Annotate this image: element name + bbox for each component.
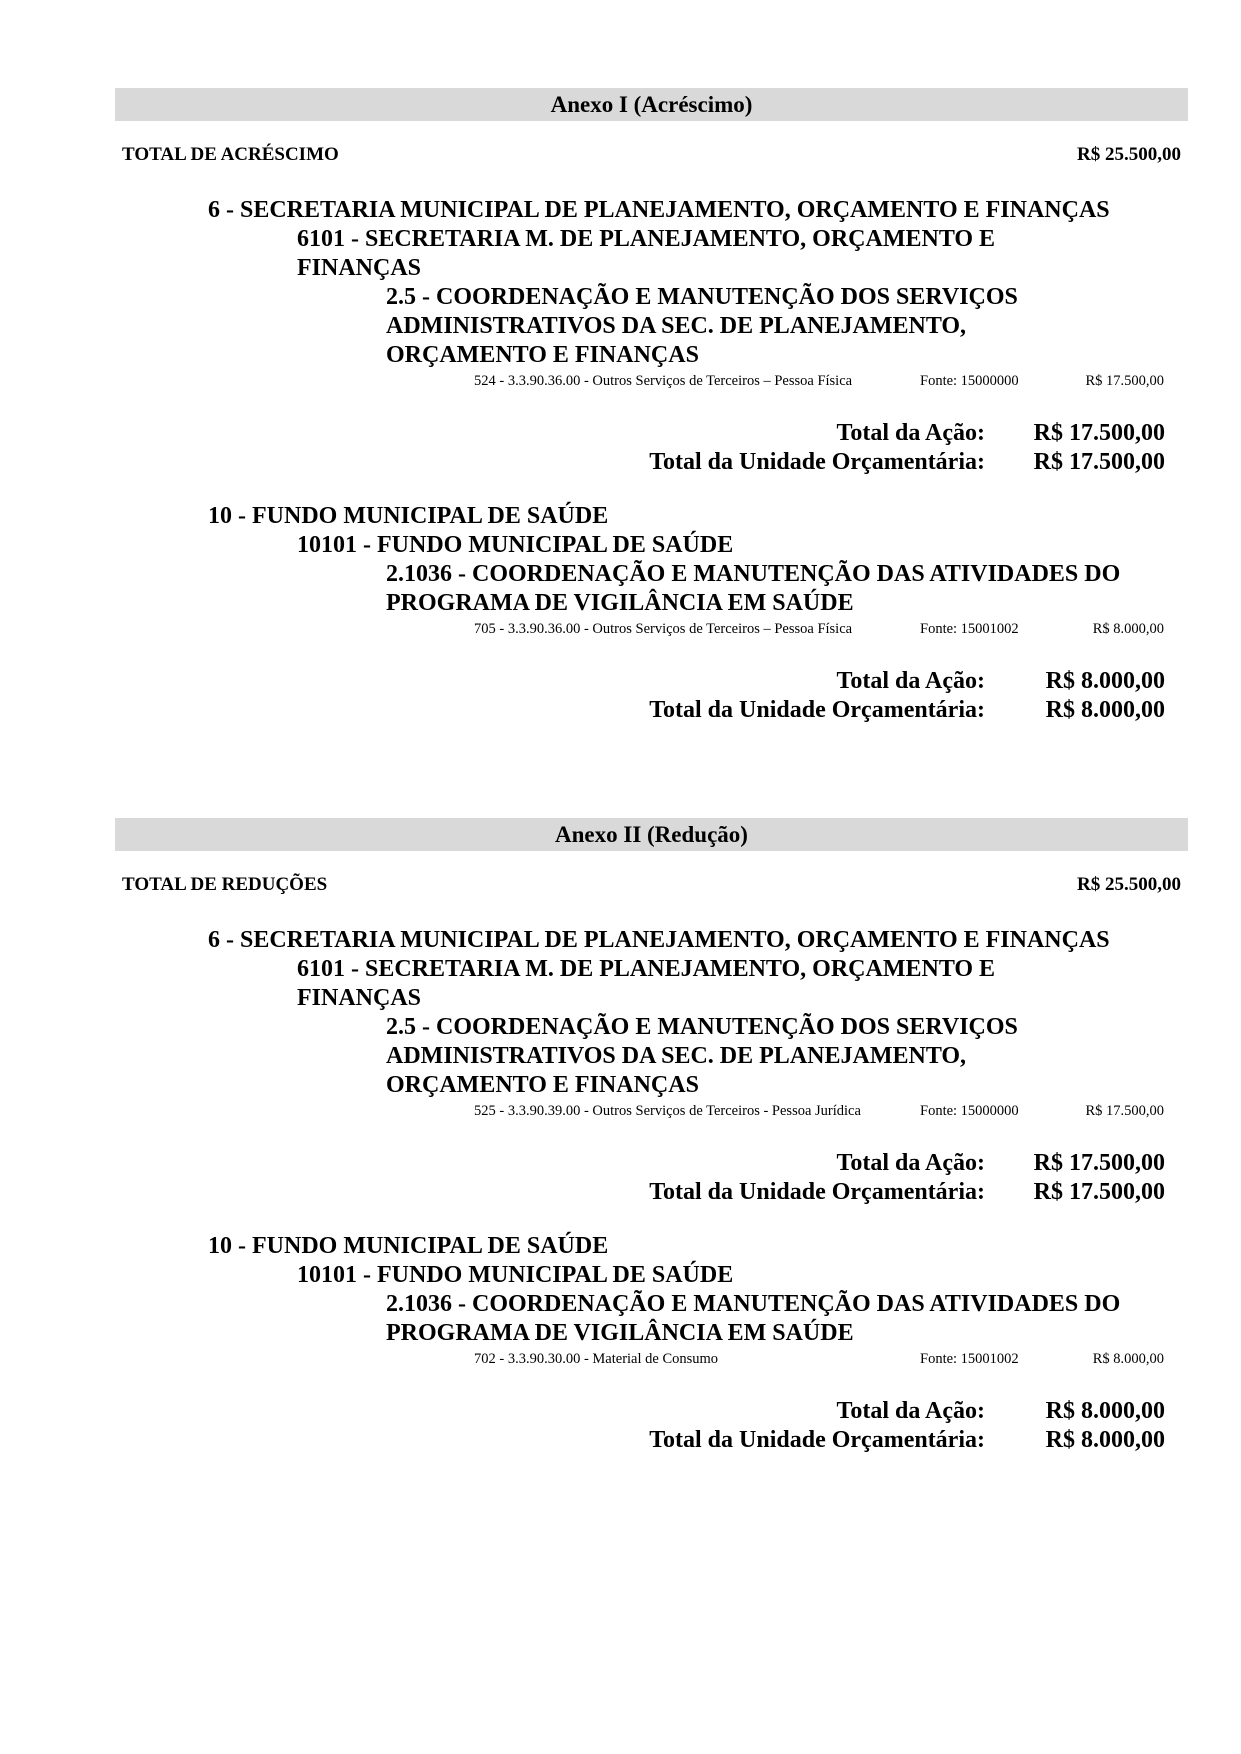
- action-total-label: Total da Ação:: [836, 420, 985, 446]
- org-heading: 10 - FUNDO MUNICIPAL DE SAÚDE: [208, 503, 609, 529]
- action-total-value: R$ 8.000,00: [1045, 1398, 1165, 1424]
- action-heading: 2.5 - COORDENAÇÃO E MANUTENÇÃO DOS SERVIÇOS ADMINISTRATIVOS DA SEC. DE PLANEJAMENTO, ORÇAMENTO E FINANÇAS: [386, 1014, 1018, 1098]
- unit-total-row: [0, 696, 1241, 725]
- unit-total-value: R$ 17.500,00: [1033, 1179, 1165, 1205]
- annex-title: Anexo I (Acréscimo): [115, 88, 1188, 121]
- group-totals: [0, 1149, 1241, 1207]
- org-heading: 6 - SECRETARIA MUNICIPAL DE PLANEJAMENTO, ORÇAMENTO E FINANÇAS: [208, 927, 1110, 953]
- unit-total-value: R$ 17.500,00: [1033, 449, 1165, 475]
- action-total-row: [0, 419, 1241, 448]
- group-totals: [0, 419, 1241, 477]
- org-heading: 6 - SECRETARIA MUNICIPAL DE PLANEJAMENTO, ORÇAMENTO E FINANÇAS: [208, 197, 1110, 223]
- action-total-row: [0, 1149, 1241, 1178]
- action-total-value: R$ 17.500,00: [1033, 420, 1165, 446]
- unit-heading: 10101 - FUNDO MUNICIPAL DE SAÚDE: [297, 1262, 734, 1288]
- unit-total-value: R$ 8.000,00: [1045, 697, 1165, 723]
- unit-total-label: Total da Unidade Orçamentária:: [649, 449, 985, 475]
- expense-description: 705 - 3.3.90.36.00 - Outros Serviços de Terceiros – Pessoa Física: [474, 621, 853, 637]
- annex-total-label: TOTAL DE REDUÇÕES: [122, 874, 328, 895]
- expense-fonte: Fonte: 15000000: [920, 373, 1019, 389]
- expense-fonte: Fonte: 15001002: [920, 621, 1019, 637]
- expense-fonte: Fonte: 15001002: [920, 1351, 1019, 1367]
- action-total-row: [0, 667, 1241, 696]
- annex-total-row: [122, 144, 1181, 166]
- annex-total-row: [122, 874, 1181, 896]
- unit-total-label: Total da Unidade Orçamentária:: [649, 1179, 985, 1205]
- action-heading: 2.1036 - COORDENAÇÃO E MANUTENÇÃO DAS ATIVIDADES DO PROGRAMA DE VIGILÂNCIA EM SAÚDE: [386, 1291, 1121, 1346]
- expense-description: 524 - 3.3.90.36.00 - Outros Serviços de Terceiros – Pessoa Física: [474, 373, 853, 389]
- unit-heading: 10101 - FUNDO MUNICIPAL DE SAÚDE: [297, 532, 734, 558]
- expense-value: R$ 17.500,00: [1085, 373, 1164, 389]
- annex-total-value: R$ 25.500,00: [1077, 144, 1181, 165]
- annex-total-label: TOTAL DE ACRÉSCIMO: [122, 144, 339, 165]
- action-total-value: R$ 17.500,00: [1033, 1150, 1165, 1176]
- expense-fonte: Fonte: 15000000: [920, 1103, 1019, 1119]
- action-total-value: R$ 8.000,00: [1045, 668, 1165, 694]
- unit-total-label: Total da Unidade Orçamentária:: [649, 1427, 985, 1453]
- group-totals: [0, 1397, 1241, 1455]
- expense-value: R$ 8.000,00: [1092, 621, 1164, 637]
- action-total-row: [0, 1397, 1241, 1426]
- org-heading: 10 - FUNDO MUNICIPAL DE SAÚDE: [208, 1233, 609, 1259]
- annex-title: Anexo II (Redução): [115, 818, 1188, 851]
- expense-description: 702 - 3.3.90.30.00 - Material de Consumo: [474, 1351, 719, 1367]
- unit-heading: 6101 - SECRETARIA M. DE PLANEJAMENTO, ORÇAMENTO E FINANÇAS: [297, 226, 996, 281]
- unit-total-row: [0, 1178, 1241, 1207]
- unit-total-label: Total da Unidade Orçamentária:: [649, 697, 985, 723]
- expense-value: R$ 8.000,00: [1092, 1351, 1164, 1367]
- unit-total-row: [0, 448, 1241, 477]
- action-total-label: Total da Ação:: [836, 1150, 985, 1176]
- unit-total-value: R$ 8.000,00: [1045, 1427, 1165, 1453]
- action-heading: 2.1036 - COORDENAÇÃO E MANUTENÇÃO DAS ATIVIDADES DO PROGRAMA DE VIGILÂNCIA EM SAÚDE: [386, 561, 1121, 616]
- expense-value: R$ 17.500,00: [1085, 1103, 1164, 1119]
- unit-heading: 6101 - SECRETARIA M. DE PLANEJAMENTO, ORÇAMENTO E FINANÇAS: [297, 956, 996, 1011]
- action-total-label: Total da Ação:: [836, 1398, 985, 1424]
- annex-total-value: R$ 25.500,00: [1077, 874, 1181, 895]
- expense-description: 525 - 3.3.90.39.00 - Outros Serviços de Terceiros - Pessoa Jurídica: [474, 1103, 861, 1119]
- action-total-label: Total da Ação:: [836, 668, 985, 694]
- group-totals: [0, 667, 1241, 725]
- unit-total-row: [0, 1426, 1241, 1455]
- action-heading: 2.5 - COORDENAÇÃO E MANUTENÇÃO DOS SERVIÇOS ADMINISTRATIVOS DA SEC. DE PLANEJAMENTO, ORÇAMENTO E FINANÇAS: [386, 284, 1018, 368]
